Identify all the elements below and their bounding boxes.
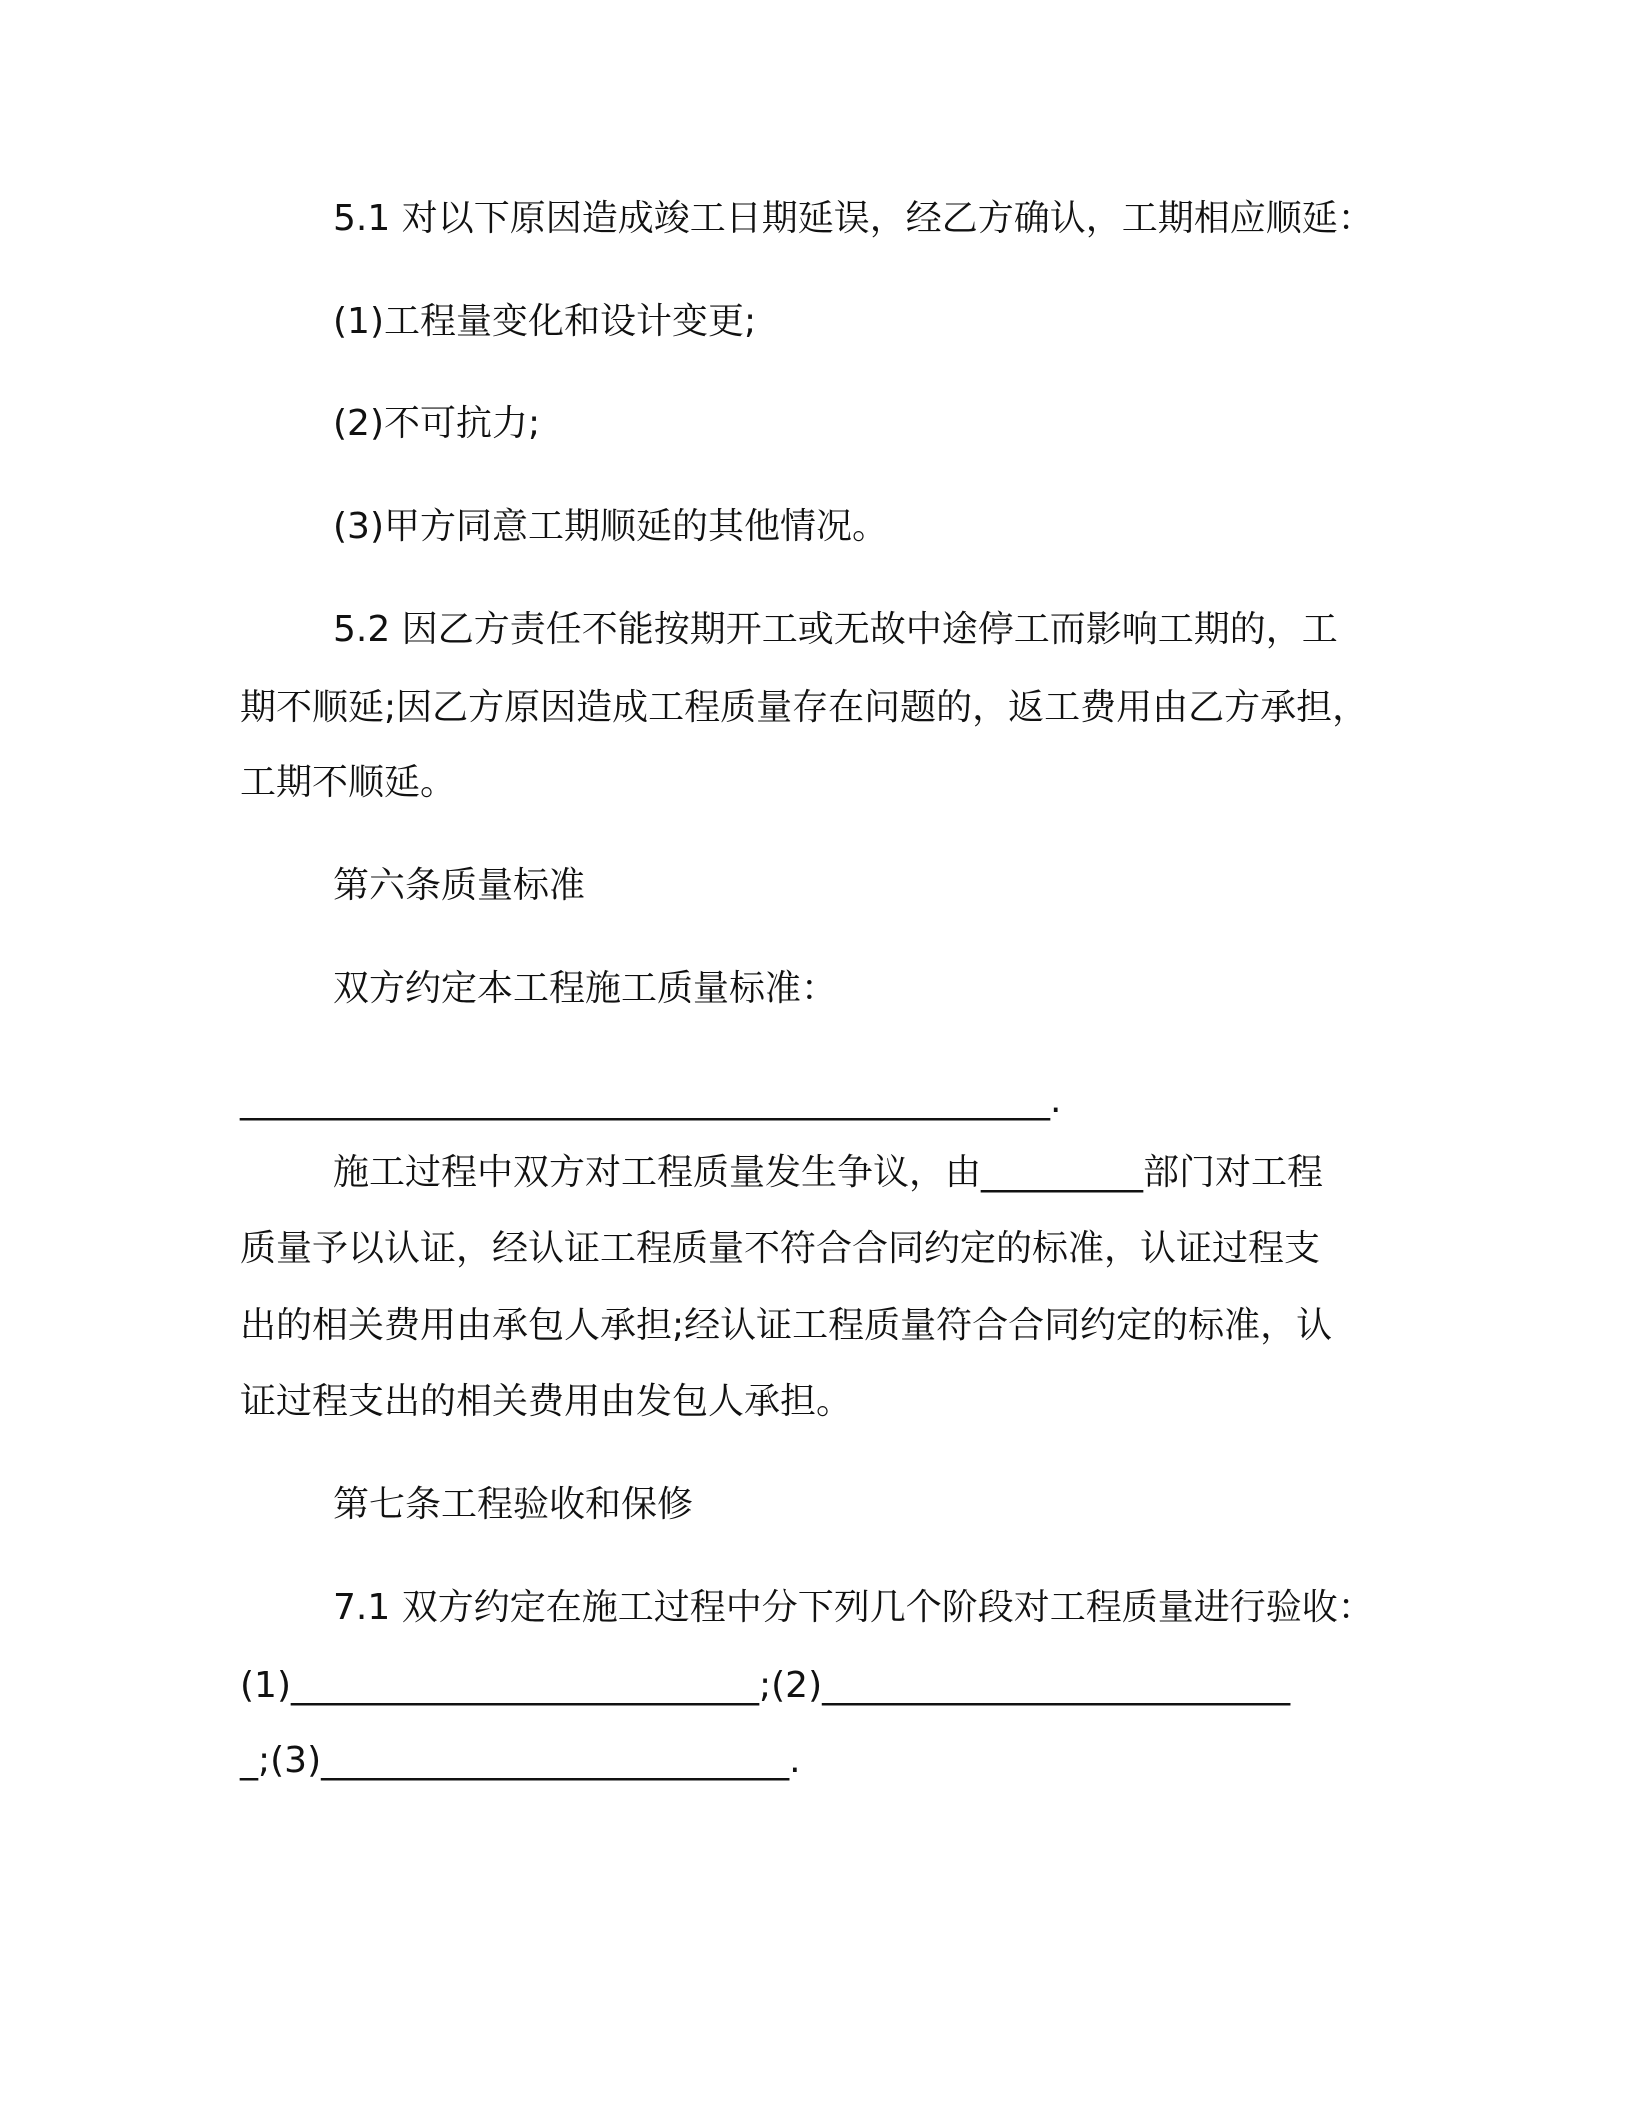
acceptance-stages-line-2: _;(3)__________________________.: [240, 1740, 801, 1781]
clause-7-1: 7.1 双方约定在施工过程中分下列几个阶段对工程质量进行验收：: [333, 1587, 1374, 1628]
clause-5-2-line-3: 工期不顺延。: [240, 762, 457, 803]
section-heading-article-7: 第七条工程验收和保修: [333, 1484, 694, 1525]
dispute-paragraph-line-2: 质量予以认证，经认证工程质量不符合合同约定的标准，认证过程支: [240, 1228, 1321, 1269]
quality-standard-intro: 双方约定本工程施工质量标准：: [333, 968, 838, 1009]
quality-standard-blank: _____________________________________________.: [240, 1080, 1062, 1121]
clause-5-2-line-2: 期不顺延;因乙方原因造成工程质量存在问题的，返工费用由乙方承担，: [240, 687, 1369, 728]
section-heading-article-6: 第六条质量标准: [333, 865, 586, 906]
dispute-paragraph-line-1: 施工过程中双方对工程质量发生争议，由_________部门对工程: [333, 1152, 1324, 1193]
clause-5-1: 5.1 对以下原因造成竣工日期延误，经乙方确认，工期相应顺延：: [333, 198, 1374, 239]
clause-5-1-item-3: (3)甲方同意工期顺延的其他情况。: [333, 506, 888, 547]
dispute-paragraph-line-4: 证过程支出的相关费用由发包人承担。: [240, 1381, 853, 1422]
clause-5-1-item-2: (2)不可抗力;: [333, 403, 541, 444]
clause-5-1-item-1: (1)工程量变化和设计变更;: [333, 301, 757, 342]
dispute-paragraph-line-3: 出的相关费用由承包人承担;经认证工程质量符合合同约定的标准，认: [240, 1305, 1333, 1346]
acceptance-stages-line-1: (1)__________________________;(2)__________________________: [240, 1665, 1291, 1706]
clause-5-2-line-1: 5.2 因乙方责任不能按期开工或无故中途停工而影响工期的，工: [333, 609, 1338, 650]
